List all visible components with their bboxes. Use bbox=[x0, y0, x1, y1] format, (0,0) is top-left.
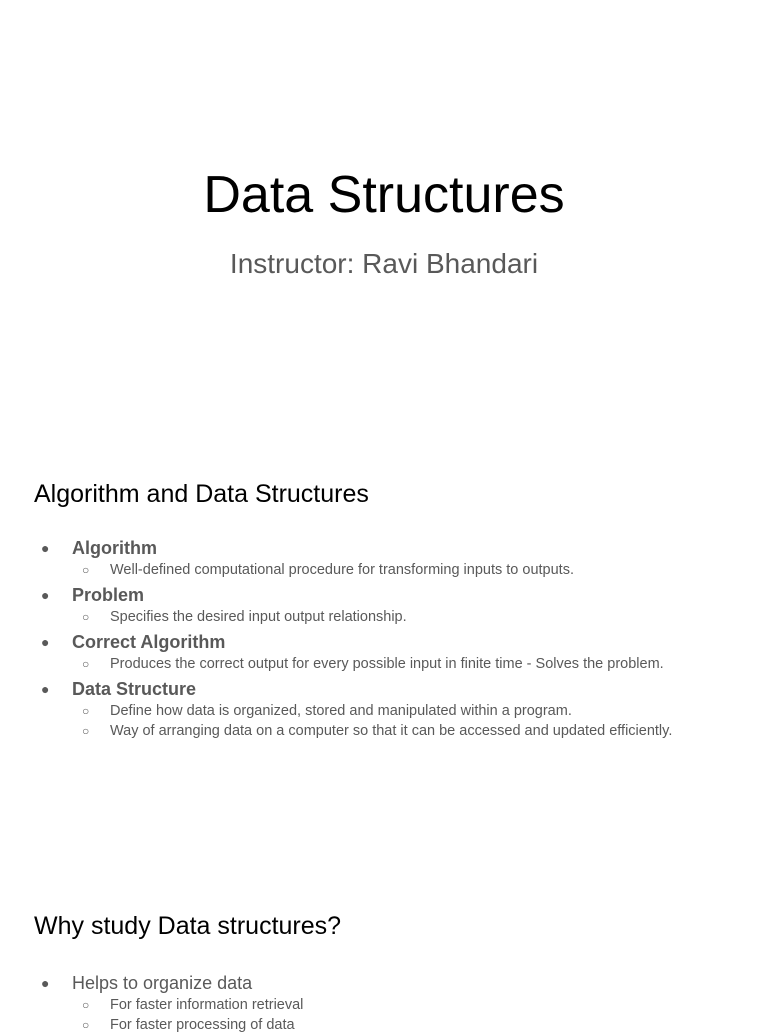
sub-list-item-text: For faster processing of data bbox=[110, 1017, 295, 1033]
hollow-bullet-icon: ○ bbox=[82, 724, 90, 738]
sub-list-item-text: Produces the correct output for every possible input in finite time - Solves the problem. bbox=[110, 656, 664, 672]
slide-why-study-data-structures bbox=[0, 860, 768, 1033]
slide-heading: Why study Data structures? bbox=[34, 912, 342, 940]
bullet-list bbox=[0, 536, 768, 741]
hollow-bullet-icon: ○ bbox=[82, 704, 90, 718]
sub-list bbox=[72, 654, 768, 674]
slide-heading: Algorithm and Data Structures bbox=[34, 480, 369, 508]
list-item-algorithm bbox=[0, 536, 768, 580]
sub-list bbox=[72, 560, 768, 580]
list-item-label: Correct Algorithm bbox=[72, 632, 226, 652]
hollow-bullet-icon: ○ bbox=[82, 563, 90, 577]
bullet-list bbox=[0, 971, 768, 1035]
sub-list-item bbox=[72, 1015, 768, 1035]
filled-bullet-icon: ● bbox=[41, 587, 50, 603]
sub-list bbox=[72, 607, 768, 627]
sub-list-item bbox=[72, 995, 768, 1015]
sub-list-item bbox=[72, 721, 768, 741]
filled-bullet-icon: ● bbox=[41, 975, 50, 991]
sub-list-item bbox=[72, 701, 768, 721]
title-slide bbox=[0, 0, 768, 430]
sub-list-item bbox=[72, 560, 768, 580]
filled-bullet-icon: ● bbox=[41, 681, 50, 697]
slide-algorithm-and-data-structures bbox=[0, 430, 768, 860]
presentation-title: Data Structures bbox=[203, 166, 565, 224]
instructor-subtitle: Instructor: Ravi Bhandari bbox=[229, 248, 539, 279]
sub-list bbox=[72, 701, 768, 741]
list-item-label: Algorithm bbox=[72, 538, 157, 558]
sub-list-item-text: Well-defined computational procedure for transforming inputs to outputs. bbox=[110, 562, 574, 578]
list-item-label: Helps to organize data bbox=[72, 973, 253, 993]
hollow-bullet-icon: ○ bbox=[82, 998, 90, 1012]
hollow-bullet-icon: ○ bbox=[82, 610, 90, 624]
sub-list-item bbox=[72, 607, 768, 627]
list-item-problem bbox=[0, 583, 768, 627]
list-item-label: Problem bbox=[72, 585, 145, 605]
sub-list-item-text: Define how data is organized, stored and manipulated within a program. bbox=[110, 703, 572, 719]
sub-list-item-text: For faster information retrieval bbox=[110, 997, 304, 1013]
hollow-bullet-icon: ○ bbox=[82, 1018, 90, 1032]
sub-list-item-text: Way of arranging data on a computer so that it can be accessed and updated efficiently. bbox=[110, 723, 673, 739]
hollow-bullet-icon: ○ bbox=[82, 657, 90, 671]
list-item-organize-data bbox=[0, 971, 768, 1035]
list-item-correct-algorithm bbox=[0, 630, 768, 674]
filled-bullet-icon: ● bbox=[41, 540, 50, 556]
sub-list-item-text: Specifies the desired input output relationship. bbox=[110, 609, 407, 625]
list-item-label: Data Structure bbox=[72, 679, 197, 699]
filled-bullet-icon: ● bbox=[41, 634, 50, 650]
sub-list bbox=[72, 995, 768, 1035]
list-item-data-structure bbox=[0, 677, 768, 741]
sub-list-item bbox=[72, 654, 768, 674]
